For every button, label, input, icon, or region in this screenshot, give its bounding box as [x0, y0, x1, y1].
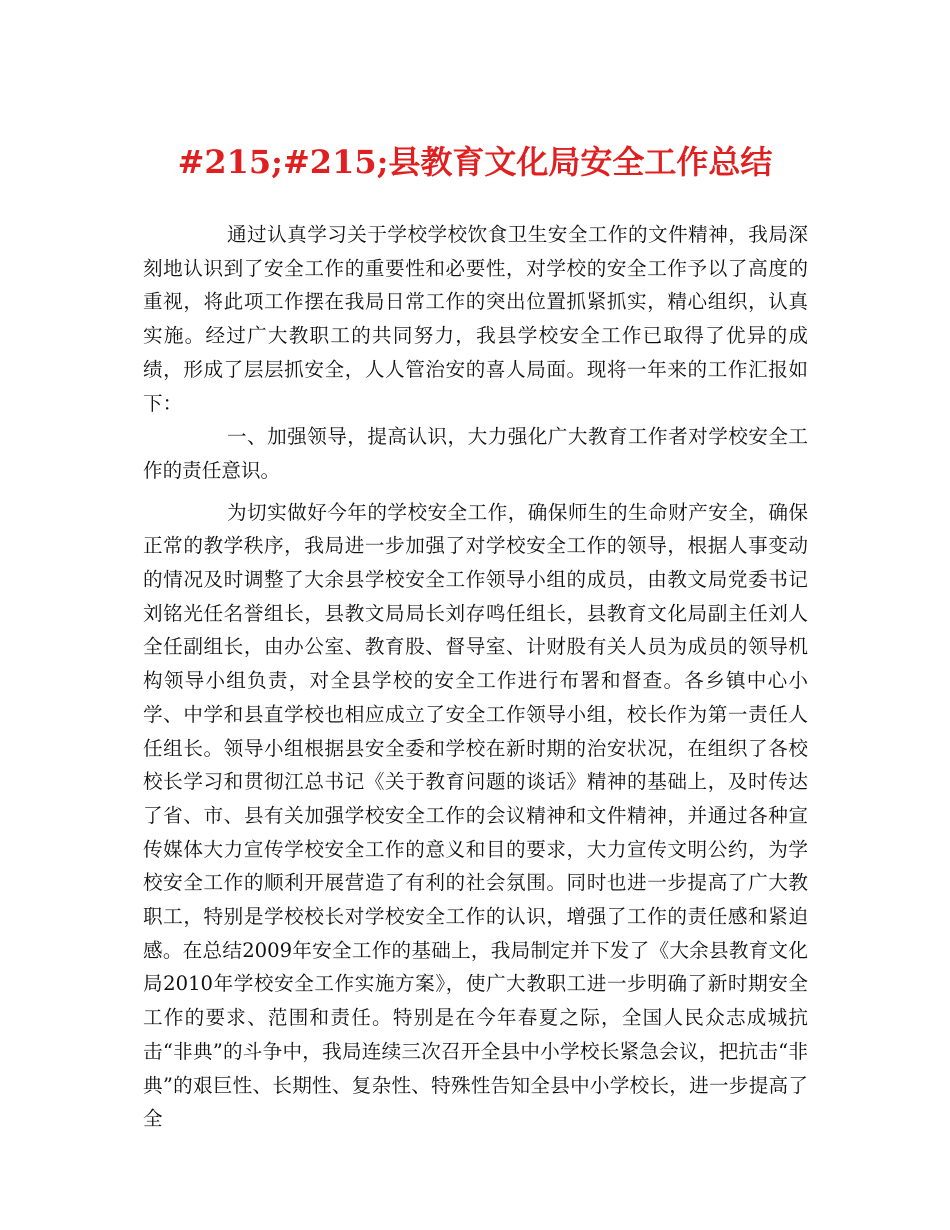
document-title: #215;#215;县教育文化局安全工作总结	[177, 143, 773, 181]
paragraph-intro: 通过认真学习关于学校学校饮食卫生安全工作的文件精神，我局深刻地认识到了安全工作的重要性和必要性，对学校的安全工作予以了高度的重视，将此项工作摆在我局日常工作的突出位置抓紧抓实，精心组织，认真实施。经过广大教职工的共同努力，我县学校安全工作已取得了优异的成绩，形成了层层抓安全，人人管治安的喜人局面。现将一年来的工作汇报如下：	[143, 223, 808, 415]
document-body	[143, 218, 808, 1136]
paragraph-leadership: 为切实做好今年的学校安全工作，确保师生的生命财产安全，确保正常的教学秩序，我局进一步加强了对学校安全工作的领导，根据人事变动的情况及时调整了大余县学校安全工作领导小组的成员，由教文局党委书记刘铭光任名誉组长，县教文局局长刘存鸣任组长，县教育文化局副主任刘人全任副组长，由办公室、教育股、督导室、计财股有关人员为成员的领导机构领导小组负责，对全县学校的安全工作进行布署和督查。各乡镇中心小学、中学和县直学校也相应成立了安全工作领导小组，校长作为第一责任人任组长。领导小组根据县安全委和学校在新时期的治安状况，在组织了各校校长学习和贯彻江总书记《关于教育问题的谈话》精神的基础上，及时传达了省、市、县有关加强学校安全工作的会议精神和文件精神，并通过各种宣传媒体大力宣传学校安全工作的意义和目的要求，大力宣传文明公约，为学校安全工作的顺利开展营造了有利的社会氛围。同时也进一步提高了广大教职工，特别是学校校长对学校安全工作的认识，增强了工作的责任感和紧迫感。在总结2009年安全工作的基础上，我局制定并下发了《大余县教育文化局2010年学校安全工作实施方案》，使广大教职工进一步明确了新时期安全工作的要求、范围和责任。特别是在今年春夏之际，全国人民众志成城抗击“非典”的斗争中，我局连续三次召开全县中小学校长紧急会议，把抗击“非典”的艰巨性、长期性、复杂性、特殊性告知全县中小学校长，进一步提高了全	[143, 500, 808, 1131]
paragraph-section-heading: 一、加强领导，提高认识，大力强化广大教育工作者对学校安全工作的责任意识。	[143, 425, 808, 482]
